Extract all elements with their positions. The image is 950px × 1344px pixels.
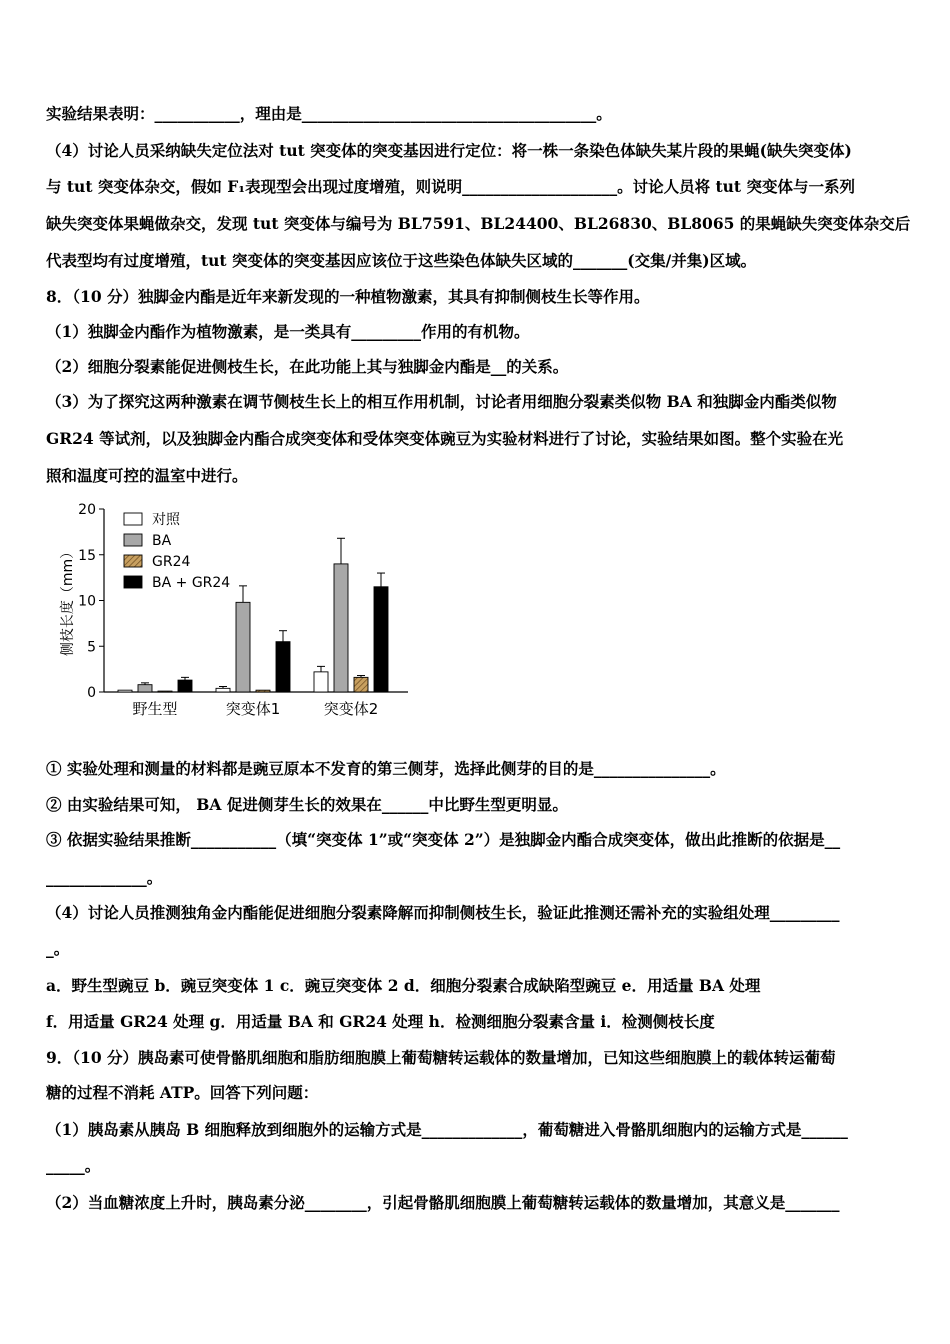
question-9-heading: 9．（10 分）胰岛素可使骨骼肌细胞和脂肪细胞膜上葡萄糖转运载体的数量增加，已知这些细胞膜上的载体转运葡萄 [46,1048,836,1067]
text-line: 实验结果表明：___________，理由是______________________________________。 [46,104,612,123]
y-axis-label: 侧枝长度（mm） [60,544,76,657]
text-line: （4）讨论人员推测独角金内酯能促进细胞分裂素降解而抑制侧枝生长，验证此推测还需补充的实验组处理_________ [46,903,840,922]
bar-chart [52,496,422,728]
text-line: （2）细胞分裂素能促进侧枝生长，在此功能上其与独脚金内酯是__的关系。 [46,357,569,376]
bar [354,677,368,692]
legend-label: 对照 [152,512,180,528]
text-line: （3）为了探究这两种激素在调节侧枝生长上的相互作用机制，讨论者用细胞分裂素类似物 BA 和独脚金内酯类似物 [46,392,837,411]
bar [118,690,132,692]
text-line: （1）胰岛素从胰岛 B 细胞释放到细胞外的运输方式是_____________，葡萄糖进入骨骼肌细胞内的运输方式是______ [46,1120,848,1139]
legend-label: GR24 [152,554,191,570]
legend-label: BA [152,533,172,549]
text-line: 代表型均有过度增殖，tut 突变体的突变基因应该位于这些染色体缺失区域的_______(交集/并集)区域。 [46,251,757,270]
text-line: _。 [46,939,70,958]
y-tick-label: 15 [78,547,96,564]
text-line: （2）当血糖浓度上升时，胰岛素分泌________，引起骨骼肌细胞膜上葡萄糖转运载体的数量增加，其意义是_______ [46,1193,840,1212]
text-line: ③ 依据实验结果推断___________（填“突变体 1”或“突变体 2”）是独脚金内酯合成突变体，做出此推断的依据是__ [46,830,841,849]
text-line: （4）讨论人员采纳缺失定位法对 tut 突变体的突变基因进行定位：将一株一条染色体缺失某片段的果蝇(缺失突变体) [46,141,852,160]
bar [236,602,250,692]
y-tick-label: 5 [87,639,96,656]
bar [374,587,388,692]
legend-swatch [124,513,142,525]
x-tick-label: 突变体1 [225,700,281,718]
bar [334,564,348,692]
bar [216,688,230,692]
legend-swatch [124,555,142,567]
text-line: _____。 [46,1156,101,1175]
bar [276,642,290,692]
text-line: _____________。 [46,868,163,887]
option-line: a．野生型豌豆 b．豌豆突变体 1 c．豌豆突变体 2 d．细胞分裂素合成缺陷型豌豆 e．用适量 BA 处理 [46,976,761,995]
x-tick-label: 突变体2 [323,700,379,718]
text-line: （1）独脚金内酯作为植物激素，是一类具有_________作用的有机物。 [46,322,530,341]
option-line: f．用适量 GR24 处理 g．用适量 BA 和 GR24 处理 h．检测细胞分裂素含量 i．检测侧枝长度 [46,1012,715,1031]
legend-swatch [124,534,142,546]
legend-swatch [124,576,142,588]
text-line: 缺失突变体果蝇做杂交，发现 tut 突变体与编号为 BL7591、BL24400、BL26830、BL8065 的果蝇缺失突变体杂交后 [46,214,911,233]
question-8-heading: 8．（10 分）独脚金内酯是近年来新发现的一种植物激素，其具有抑制侧枝生长等作用。 [46,287,650,306]
text-line: 糖的过程不消耗 ATP。回答下列问题： [46,1083,319,1102]
bar [314,672,328,692]
bar [158,691,172,692]
y-tick-label: 10 [78,593,96,610]
bar [178,680,192,692]
text-line: ① 实验处理和测量的材料都是豌豆原本不发育的第三侧芽，选择此侧芽的目的是_______________。 [46,759,726,778]
y-tick-label: 20 [78,502,96,518]
text-line: GR24 等试剂，以及独脚金内酯合成突变体和受体突变体豌豆为实验材料进行了讨论，实验结果如图。整个实验在光 [46,429,844,448]
bar [138,685,152,692]
legend-label: BA + GR24 [152,575,231,591]
text-line: 照和温度可控的温室中进行。 [46,466,248,485]
text-line: 与 tut 突变体杂交，假如 F₁表现型会出现过度增殖，则说明____________________。讨论人员将 tut 突变体与一系列 [46,177,855,196]
x-tick-label: 野生型 [132,700,178,718]
bar [256,690,270,692]
y-tick-label: 0 [87,685,96,701]
text-line: ② 由实验结果可知， BA 促进侧芽生长的效果在______中比野生型更明显。 [46,795,568,814]
